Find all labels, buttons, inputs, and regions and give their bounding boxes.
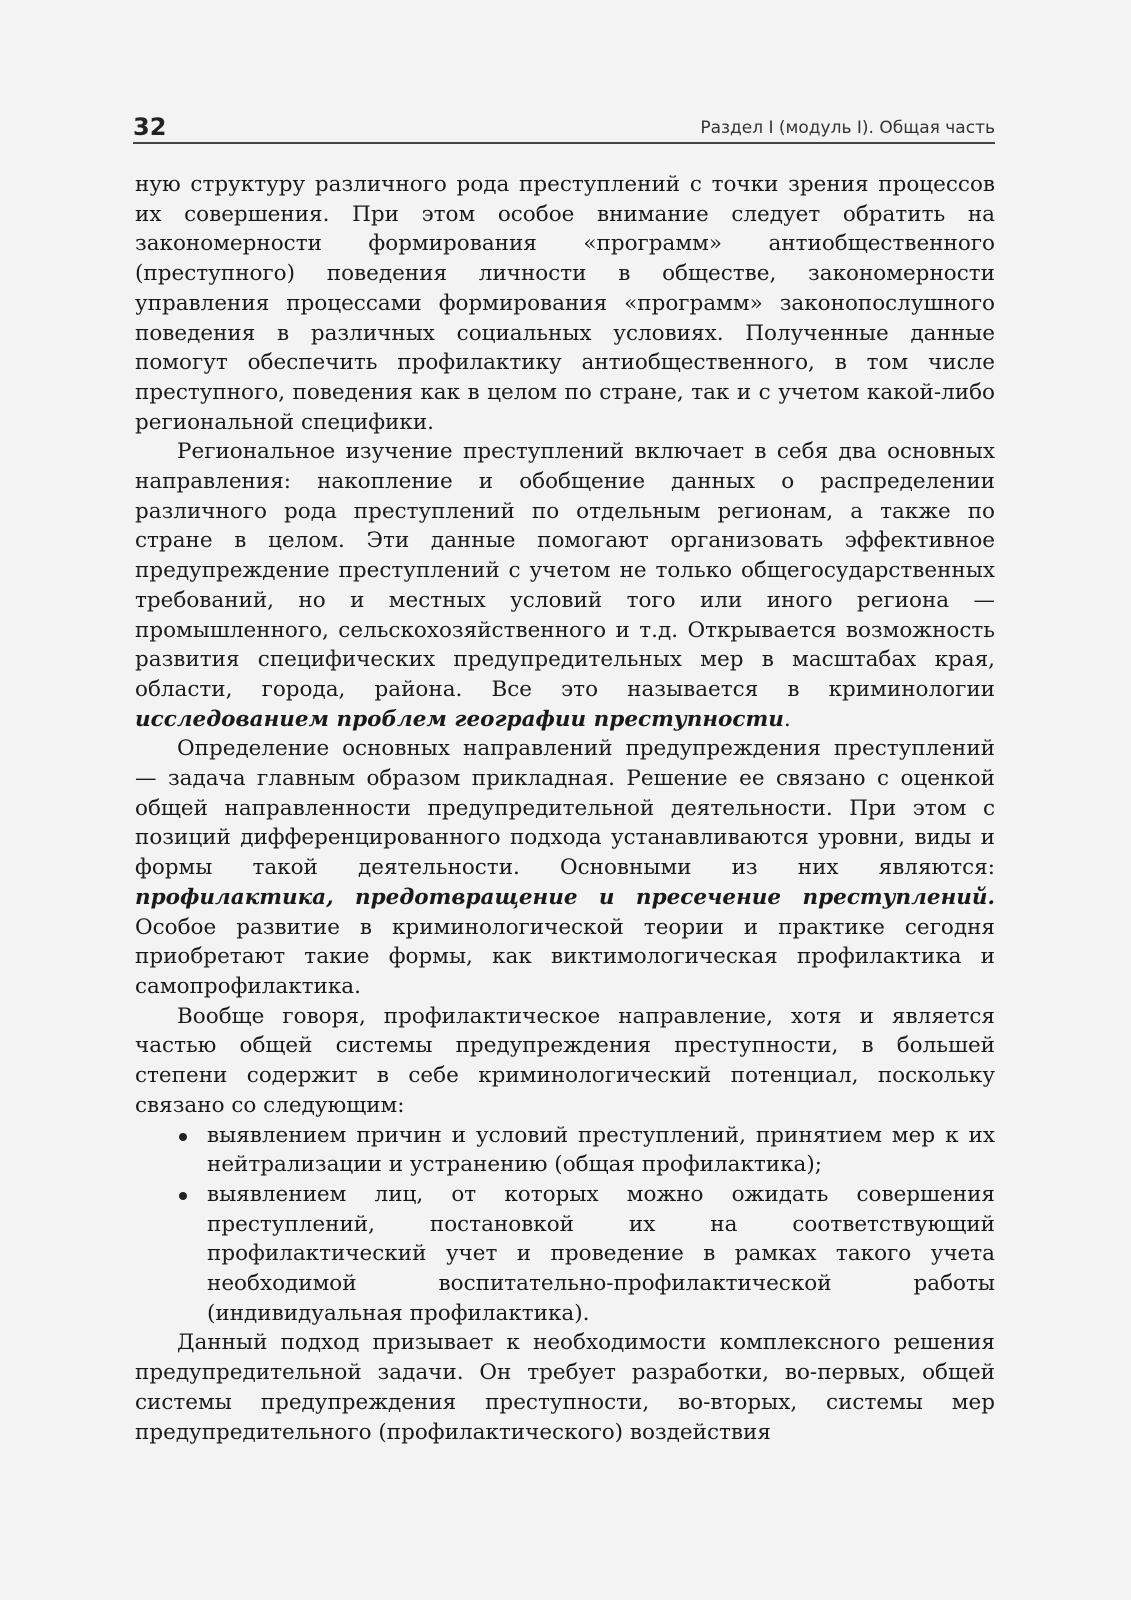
body-text [135,170,995,1447]
paragraph-2-end: . [783,706,791,732]
bullet-icon [179,1192,187,1200]
paragraph-3 [135,734,995,1001]
paragraph-3-end: Особое развитие в криминологической теории и практике сегодня приобретают такие формы, как виктимологическая профилактика и самопрофилактика. [135,914,995,999]
bullet-icon [179,1133,187,1141]
paragraph-5: Данный подход призывает к необходимости комплексного решения предупредительной задачи. Он требует разработки, во-первых, общей системы предупреждения преступности, во-вторых, системы мер предупредительного (профилактического) воздействия [135,1330,995,1445]
list-item [135,1180,995,1329]
list-item [135,1121,995,1180]
bullet-list [135,1121,995,1329]
page-number: 32 [133,113,167,141]
paragraph-2 [135,437,995,734]
page-header [133,112,995,144]
list-item-text: выявлением причин и условий преступлений, принятием мер к их нейтрализации и устранению (общая профилактика); [207,1122,995,1178]
emphasis-geography: исследованием проблем географии преступности [135,706,784,732]
paragraph-4: Вообще говоря, профилактическое направление, хотя и является частью общей системы предупреждения преступности, в большей степени содержит в себе криминологический потенциал, поскольку связано со следующим: [135,1003,995,1118]
running-head: Раздел I (модуль I). Общая часть [700,118,995,138]
paragraph-2-text: Региональное изучение преступлений включает в себя два основных направления: накопление и обобщение данных о распределении различного рода преступлений по отдельным регионам, а также по стране в целом. Эти данные помогают организовать эффективное предупреждение преступлений с учетом не только общегосударственных требований, но и местных условий того или иного региона — промышленного, сельскохозяйственного и т.д. Открывается возможность развития специфических предупредительных мер в масштабах края, области, города, района. Все это называется в криминологии [135,439,995,702]
emphasis-forms: профилактика, предотвращение и пресечение преступлений. [135,884,995,910]
list-item-text: выявлением лиц, от которых можно ожидать совершения преступлений, постановкой их на соответствующий профилактический учет и проведение в рамках такого учета необходимой воспитательно-профилактической работы (индивидуальная профилактика). [207,1181,995,1326]
paragraph-3-text: Определение основных направлений предупреждения преступлений — задача главным образом прикладная. Решение ее связано с оценкой общей направленности предупредительной деятельности. При этом с позиций дифференцированного подхода устанавливаются уровни, виды и формы такой деятельности. Основными из них являются: [135,736,995,881]
paragraph-1: ную структуру различного рода преступлений с точки зрения процессов их совершения. При этом особое внимание следует обратить на закономерности формирования «программ» антиобщественного (преступного) поведения личности в обществе, закономерности управления процессами формирования «программ» законопослушного поведения в различных социальных условиях. Полученные данные помогут обеспечить профилактику антиобщественного, в том числе преступного, поведения как в целом по стране, так и с учетом какой-либо региональной специфики. [135,172,995,435]
